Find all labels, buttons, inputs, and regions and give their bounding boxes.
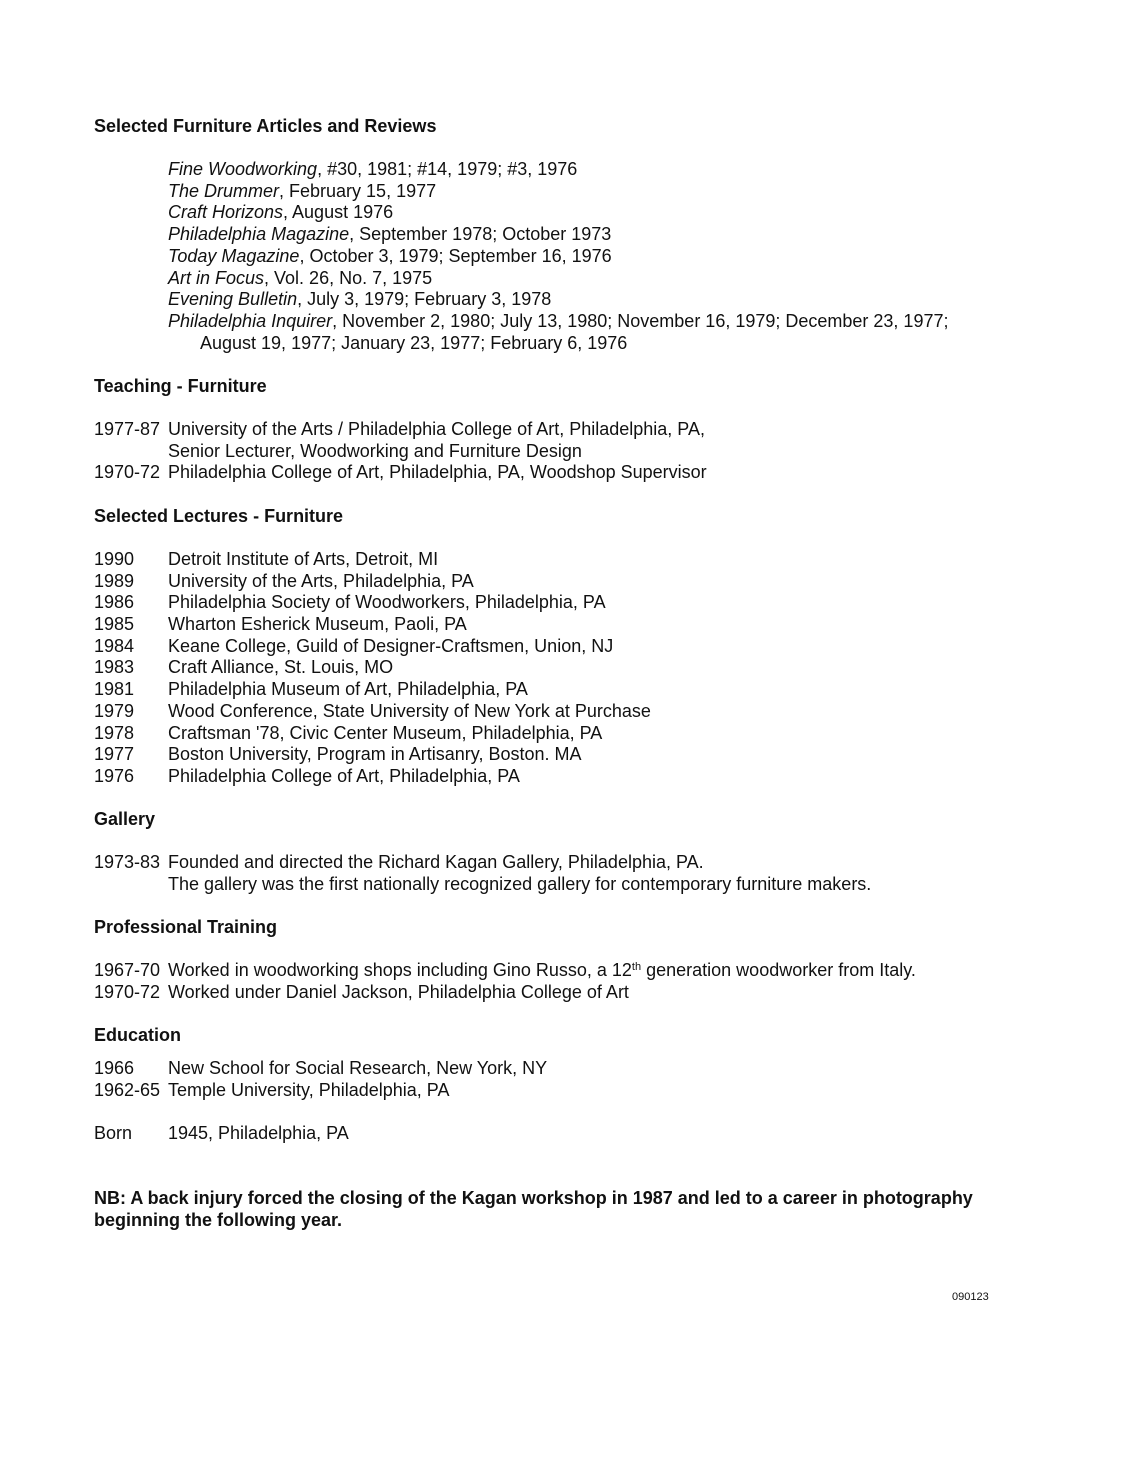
lecture-year: 1981: [94, 679, 135, 700]
article-item: [168, 289, 948, 311]
article-title: Philadelphia Inquirer: [168, 310, 333, 331]
lecture-item: [94, 744, 994, 766]
lecture-text: Boston University, Program in Artisanry, Boston. MA: [168, 744, 582, 765]
education-year: 1962-65: [94, 1079, 161, 1100]
born-line: [94, 1123, 994, 1145]
articles-list: [168, 159, 948, 354]
article-details: , #30, 1981; #14, 1979; #3, 1976: [317, 159, 578, 179]
lecture-item: [94, 679, 994, 701]
education-text: New School for Social Research, New York, NY: [168, 1058, 548, 1078]
lecture-year: 1979: [94, 700, 135, 721]
education-item: [94, 1080, 994, 1102]
lecture-text: Philadelphia Museum of Art, Philadelphia, PA: [168, 679, 528, 700]
lecture-text: Philadelphia Society of Woodworkers, Philadelphia, PA: [168, 592, 606, 613]
lecture-text: Craft Alliance, St. Louis, MO: [168, 657, 394, 678]
article-title: Fine Woodworking: [168, 159, 318, 179]
articles-heading: Selected Furniture Articles and Reviews: [94, 116, 437, 136]
article-title: Craft Horizons: [168, 202, 284, 223]
training-item: [94, 960, 1054, 982]
gallery-text: Founded and directed the Richard Kagan Gallery, Philadelphia, PA.: [168, 852, 704, 872]
article-details: , February 15, 1977: [279, 180, 437, 201]
article-title: Philadelphia Magazine: [168, 224, 350, 245]
article-item: [168, 246, 948, 268]
lecture-item: [94, 571, 994, 593]
gallery-item: [94, 852, 1054, 874]
training-years: 1967-70: [94, 960, 161, 980]
lecture-year: 1989: [94, 570, 135, 591]
lecture-item: [94, 614, 994, 636]
teaching-item: [94, 462, 994, 484]
education-text: Temple University, Philadelphia, PA: [168, 1079, 450, 1100]
education-item: [94, 1058, 994, 1080]
training-years: 1970-72: [94, 981, 161, 1002]
teaching-text: University of the Arts / Philadelphia College of Art, Philadelphia, PA,: [168, 419, 705, 439]
article-continuation: August 19, 1977; January 23, 1977; February 6, 1976: [200, 332, 628, 353]
article-title: Art in Focus: [168, 267, 265, 288]
gallery-heading: Gallery: [94, 809, 156, 829]
lecture-item: [94, 636, 994, 658]
lecture-item: [94, 701, 994, 723]
training-heading: Professional Training: [94, 917, 278, 937]
ordinal-suffix: th: [631, 961, 642, 973]
lecture-year: 1984: [94, 635, 135, 656]
article-title: Evening Bulletin: [168, 289, 298, 310]
teaching-years: 1970-72: [94, 462, 161, 483]
article-details: , October 3, 1979; September 16, 1976: [299, 245, 612, 266]
article-item: [168, 202, 948, 224]
teaching-item: [94, 419, 994, 441]
lectures-list: [94, 549, 994, 788]
education-list: [94, 1058, 994, 1101]
lecture-item: [94, 592, 994, 614]
article-details: , September 1978; October 1973: [349, 224, 612, 245]
article-item: [168, 159, 948, 181]
document-id: 090123: [952, 1291, 989, 1303]
lectures-heading: Selected Lectures - Furniture: [94, 506, 344, 526]
article-details: , August 1976: [283, 202, 394, 223]
lecture-year: 1983: [94, 657, 135, 678]
born-text: 1945, Philadelphia, PA: [168, 1123, 349, 1143]
article-item: [168, 181, 948, 203]
lecture-year: 1977: [94, 744, 135, 765]
gallery-continuation: The gallery was the first nationally recognized gallery for contemporary furniture makers.: [168, 873, 872, 894]
lecture-text: University of the Arts, Philadelphia, PA: [168, 570, 474, 591]
lecture-item: [94, 723, 994, 745]
lecture-year: 1976: [94, 765, 135, 786]
training-list: [94, 960, 1054, 1003]
training-item: [94, 982, 1054, 1004]
article-item: [168, 311, 948, 333]
born-label: Born: [94, 1123, 133, 1143]
lecture-year: 1990: [94, 549, 135, 569]
lecture-item: [94, 766, 994, 788]
training-text: Worked under Daniel Jackson, Philadelphia College of Art: [168, 981, 629, 1002]
education-year: 1966: [94, 1058, 135, 1078]
lecture-text: Philadelphia College of Art, Philadelphia, PA: [168, 765, 520, 786]
teaching-text: Philadelphia College of Art, Philadelphia, PA, Woodshop Supervisor: [168, 462, 707, 483]
education-heading: Education: [94, 1025, 182, 1045]
training-text: Worked in woodworking shops including Gino Russo, a 12th generation woodworker from Italy.: [168, 960, 916, 980]
article-title: The Drummer: [168, 180, 280, 201]
lecture-year: 1986: [94, 592, 135, 613]
article-details: , July 3, 1979; February 3, 1978: [297, 289, 552, 310]
lecture-year: 1985: [94, 614, 135, 635]
teaching-years: 1977-87: [94, 419, 161, 439]
lecture-item: [94, 549, 994, 571]
gallery-years: 1973-83: [94, 852, 161, 872]
lecture-text: Keane College, Guild of Designer-Craftsmen, Union, NJ: [168, 635, 614, 656]
lecture-text: Detroit Institute of Arts, Detroit, MI: [168, 549, 439, 569]
note-paragraph: NB: A back injury forced the closing of the Kagan workshop in 1987 and led to a career in photography beginning the following year.: [94, 1188, 973, 1230]
lecture-item: [94, 657, 994, 679]
teaching-heading: Teaching - Furniture: [94, 376, 267, 396]
lecture-text: Wood Conference, State University of New York at Purchase: [168, 700, 651, 721]
article-item: [168, 268, 948, 290]
article-details: , November 2, 1980; July 13, 1980; November 16, 1979; December 23, 1977;: [332, 310, 949, 331]
gallery-section: [94, 852, 1054, 895]
article-details: , Vol. 26, No. 7, 1975: [264, 267, 433, 288]
lecture-text: Wharton Esherick Museum, Paoli, PA: [168, 614, 467, 635]
article-item: [168, 224, 948, 246]
lecture-year: 1978: [94, 722, 135, 743]
teaching-list: [94, 419, 994, 484]
article-title: Today Magazine: [168, 245, 300, 266]
lecture-text: Craftsman '78, Civic Center Museum, Philadelphia, PA: [168, 722, 603, 743]
teaching-continuation: Senior Lecturer, Woodworking and Furniture Design: [168, 440, 582, 461]
